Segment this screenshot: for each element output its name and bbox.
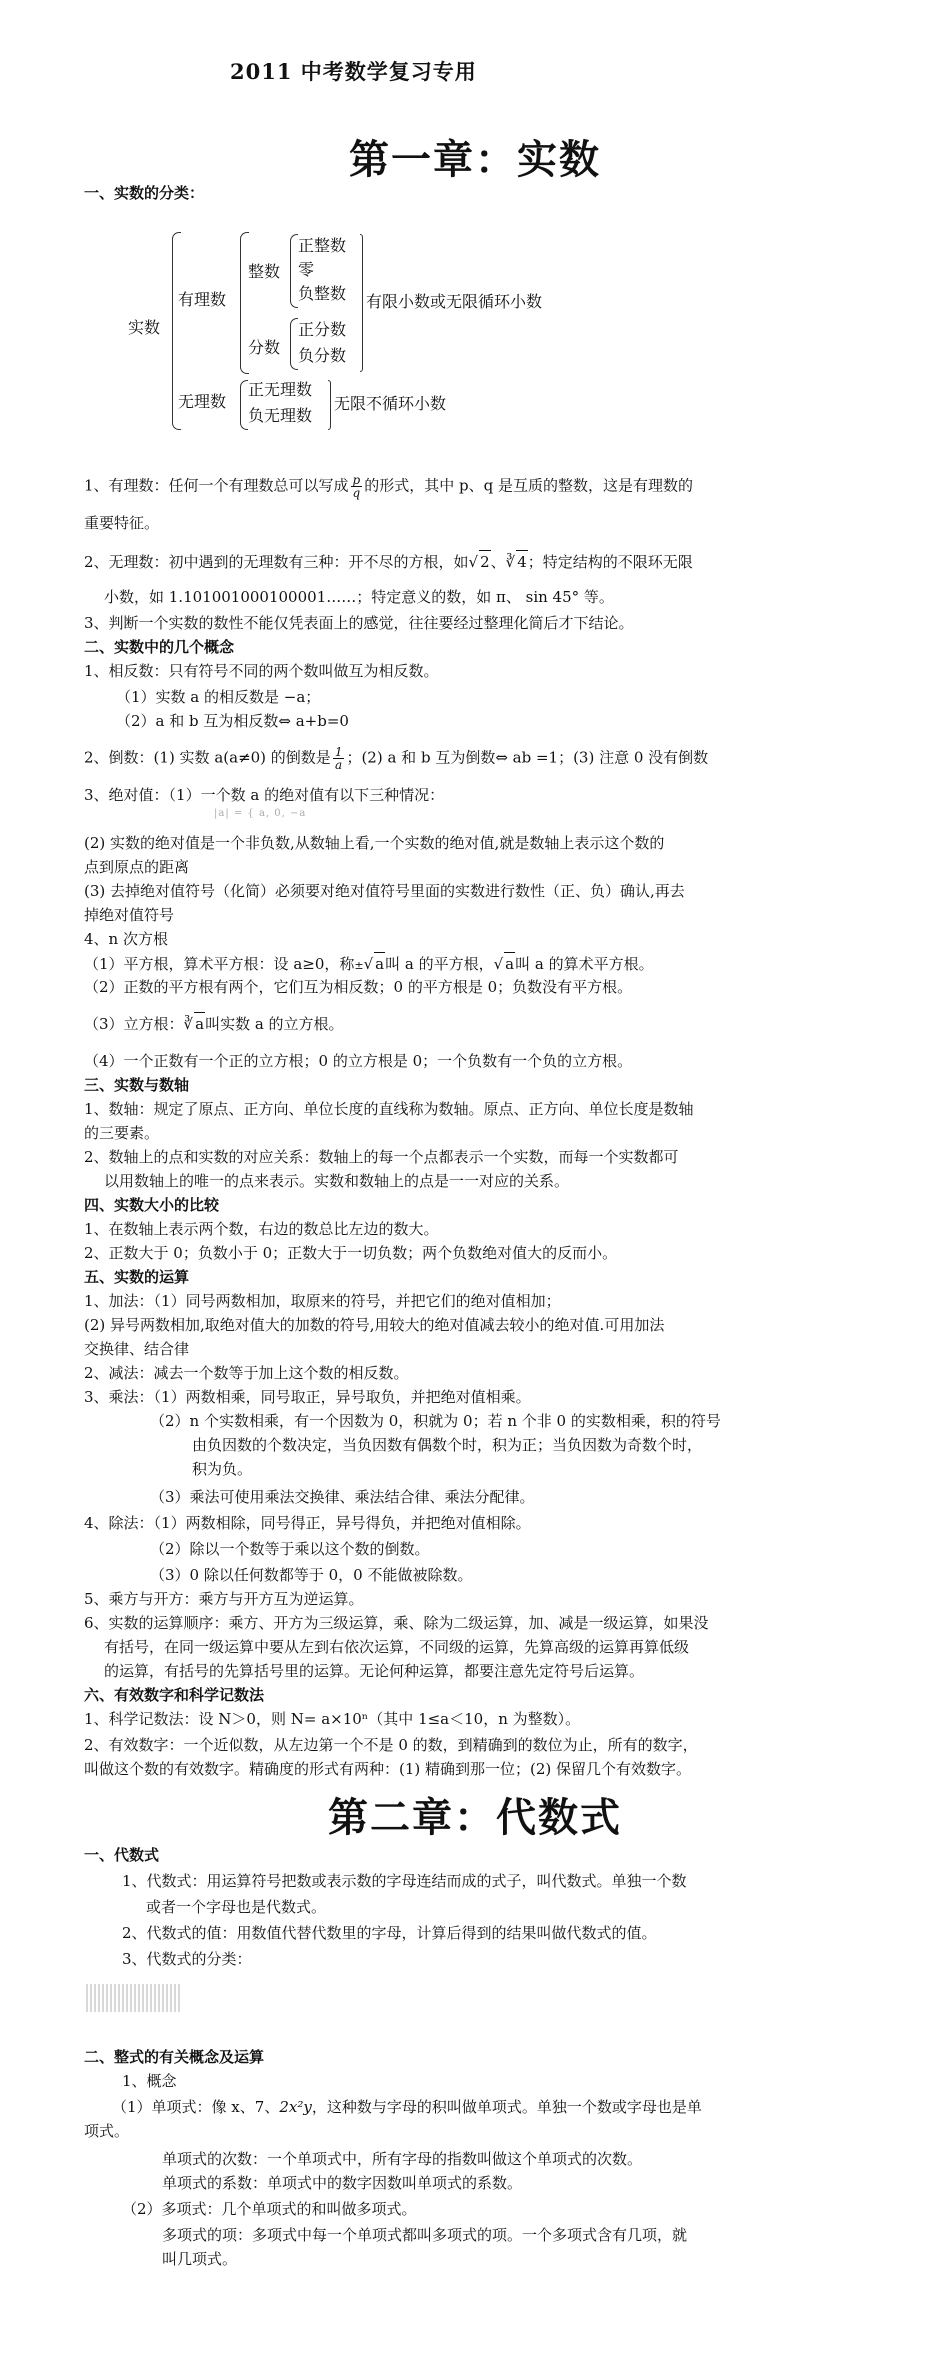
paragraph: 3、乘法：（1）两数相乘，同号取正，异号取负，并把绝对值相乘。 [84,1388,531,1406]
fraction-p-over-q: $\frac{p}{q}$ [352,473,361,500]
brace [328,380,331,430]
paragraph: 3、代数式的分类： [122,1950,252,1968]
section-heading: 五、实数的运算 [84,1268,190,1286]
paragraph: 2、有效数字：一个近似数，从左边第一个不是 0 的数，到精确到的数位为止，所有的数字， [84,1736,698,1754]
section-heading: 四、实数大小的比较 [84,1196,220,1214]
section-heading: 三、实数与数轴 [84,1076,190,1094]
paragraph: （2）a 和 b 互为相反数⇔ a+b=0 [116,712,349,730]
section-heading: 一、实数的分类： [84,184,205,202]
paragraph: （1）平方根，算术平方根：设 a≥0，称±√ a叫 a 的平方根，√ a叫 a 的算术平方根。 [84,952,744,977]
paragraph: 2、正数大于 0；负数小于 0；正数大于一切负数；两个负数绝对值大的反而小。 [84,1244,618,1262]
paragraph: 叫几项式。 [162,2250,238,2268]
tree-irrational-note: 无限不循环小数 [334,394,447,413]
paragraph: 2、减法：减去一个数等于加上这个数的相反数。 [84,1364,409,1382]
tree-positive-fraction: 正分数 [298,320,347,339]
tree-rational-note: 有限小数或无限循环小数 [366,292,543,311]
paragraph: 1、相反数：只有符号不同的两个数叫做互为相反数。 [84,662,439,680]
paragraph: （1）单项式：像 x、7、2x²y，这种数与字母的积叫做单项式。单独一个数或字母也是单 [112,2098,702,2116]
paragraph: 4、除法：（1）两数相除，同号得正，异号得负，并把绝对值相除。 [84,1514,531,1532]
paragraph: 1、数轴：规定了原点、正方向、单位长度的直线称为数轴。原点、正方向、单位长度是数轴 [84,1100,694,1118]
paragraph: （2）除以一个数等于乘以这个数的倒数。 [150,1540,430,1558]
paragraph: 点到原点的距离 [84,858,190,876]
paragraph: 以用数轴上的唯一的点来表示。实数和数轴上的点是一一对应的关系。 [104,1172,570,1190]
paragraph: 5、乘方与开方：乘方与开方互为逆运算。 [84,1590,364,1608]
brace [290,234,298,308]
paragraph: 单项式的次数：一个单项式中，所有字母的指数叫做这个单项式的次数。 [162,2150,643,2168]
paragraph: （1）实数 a 的相反数是 −a； [116,688,321,706]
tree-positive-irrational: 正无理数 [248,380,313,399]
paragraph: 有括号，在同一级运算中要从左到右依次运算，不同级的运算，先算高级的运算再算低级 [104,1638,690,1656]
paragraph: 1、在数轴上表示两个数，右边的数总比左边的数大。 [84,1220,439,1238]
paragraph: 2、数轴上的点和实数的对应关系：数轴上的每一个点都表示一个实数，而每一个实数都可 [84,1148,679,1166]
paragraph: (2) 实数的绝对值是一个非负数,从数轴上看,一个实数的绝对值,就是数轴上表示这个数的 [84,834,665,852]
paragraph: 由负因数的个数决定，当负因数有偶数个时，积为正；当负因数为奇数个时， [192,1436,703,1454]
tree-integer: 整数 [248,262,281,281]
paragraph: （4）一个正数有一个正的立方根；0 的立方根是 0；一个负数有一个负的立方根。 [84,1052,633,1070]
paragraph: 2、无理数：初中遇到的无理数有三种：开不尽的方根，如√ 2、∛ 4；特定结构的不限环无限 [84,550,744,573]
paragraph: 多项式的项：多项式中每一个单项式都叫多项式的项。一个多项式含有几项，就 [162,2226,688,2244]
section-heading: 二、实数中的几个概念 [84,638,235,656]
paragraph: 积为负。 [192,1460,253,1478]
paragraph: 1、概念 [122,2072,177,2090]
tree-negative-irrational: 负无理数 [248,406,313,425]
paragraph: (2) 异号两数相加,取绝对值大的加数的符号,用较大的绝对值减去较小的绝对值.可用加法 [84,1316,665,1334]
paragraph: 2、代数式的值：用数值代替代数里的字母，计算后得到的结果叫做代数式的值。 [122,1924,657,1942]
paragraph: （3）立方根：∛ a叫实数 a 的立方根。 [84,1012,744,1035]
paragraph: 3、绝对值：（1）一个数 a 的绝对值有以下三种情况： [84,786,445,804]
tree-zero: 零 [298,260,315,279]
paragraph: (3) 去掉绝对值符号（化简）必须要对绝对值符号里面的实数进行数性（正、负）确认,再去 [84,882,685,900]
paragraph: （2）n 个实数相乘，有一个因数为 0，积就为 0；若 n 个非 0 的实数相乘，积的符号 [150,1412,721,1430]
paragraph: 小数，如 1.101001000100001……；特定意义的数，如 π、 sin 45° 等。 [104,588,614,606]
paragraph: 3、判断一个实数的数性不能仅凭表面上的感觉，往往要经过整理化简后才下结论。 [84,614,634,632]
paragraph: 6、实数的运算顺序：乘方、开方为三级运算，乘、除为二级运算，加、减是一级运算，如果没 [84,1614,709,1632]
tree-negative-integer: 负整数 [298,284,347,303]
paragraph: （3）0 除以任何数都等于 0，0 不能做被除数。 [150,1566,473,1584]
paragraph: （2）多项式：几个单项式的和叫做多项式。 [122,2200,417,2218]
chapter-1-title: 第一章：实数 [349,137,601,183]
paragraph: 重要特征。 [84,514,160,532]
paragraph: 1、加法：（1）同号两数相加，取原来的符号，并把它们的绝对值相加； [84,1292,561,1310]
brace [240,380,248,430]
paragraph: 4、n 次方根 [84,930,168,948]
document-title: 2011 中考数学复习专用 [230,59,477,84]
tree-negative-fraction: 负分数 [298,346,347,365]
paragraph: 2、倒数：(1) 实数 a(a≠0) 的倒数是 $\frac{1}{a}$ ；(2) a 和 b 互为倒数⇔ ab =1；(3) 注意 0 没有倒数 [84,745,709,772]
paragraph: （3）乘法可使用乘法交换律、乘法结合律、乘法分配律。 [150,1488,535,1506]
paragraph: 掉绝对值符号 [84,906,175,924]
section-heading: 二、整式的有关概念及运算 [84,2048,265,2066]
fraction-one-over-a: $\frac{1}{a}$ [334,745,343,772]
paragraph: 单项式的系数：单项式中的数字因数叫单项式的系数。 [162,2174,523,2192]
tree-rational: 有理数 [178,290,227,309]
brace [360,234,363,372]
absolute-value-formula: |a| = { a, 0, −a [214,808,307,819]
tree-fraction: 分数 [248,338,281,357]
paragraph: （2）正数的平方根有两个，它们互为相反数；0 的平方根是 0；负数没有平方根。 [84,978,633,996]
paragraph: 项式。 [84,2122,130,2140]
paragraph: 1、科学记数法：设 N＞0，则 N= a×10ⁿ（其中 1≤a＜10，n 为整数）。 [84,1710,581,1728]
paragraph: 交换律、结合律 [84,1340,190,1358]
paragraph: 的三要素。 [84,1124,160,1142]
brace [290,318,298,370]
chapter-2-title: 第二章：代数式 [328,1795,622,1841]
section-heading: 六、有效数字和科学记数法 [84,1686,265,1704]
tree-root: 实数 [128,318,161,337]
paragraph: 或者一个字母也是代数式。 [146,1898,327,1916]
monomial-example: 2x²y [279,2098,312,2116]
paragraph: 1、代数式：用运算符号把数或表示数的字母连结而成的式子，叫代数式。单独一个数 [122,1872,687,1890]
paragraph: 叫做这个数的有效数字。精确度的形式有两种：(1) 精确到那一位；(2) 保留几个有效数字。 [84,1760,692,1778]
tree-positive-integer: 正整数 [298,236,347,255]
algebraic-expression-classification-diagram [86,1984,182,2012]
section-heading: 一、代数式 [84,1846,160,1864]
tree-irrational: 无理数 [178,392,227,411]
paragraph: 的运算，有括号的先算括号里的运算。无论何种运算，都要注意先定符号后运算。 [104,1662,645,1680]
paragraph: 1、有理数：任何一个有理数总可以写成 $\frac{p}{q}$ 的形式，其中 p、q 是互质的整数，这是有理数的 [84,473,693,500]
